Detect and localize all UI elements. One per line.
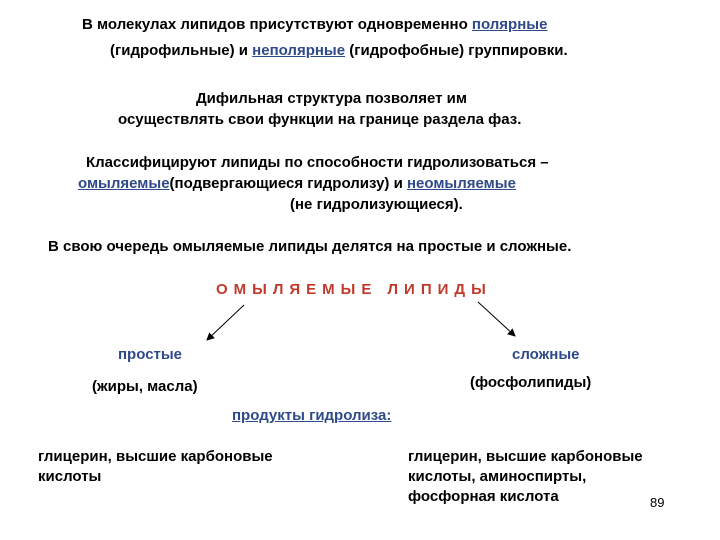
- para1-line2-pre: (гидрофильные) и: [110, 42, 253, 59]
- complex-lipids-examples: (фосфолипиды): [470, 374, 592, 391]
- arrow-right: [478, 302, 515, 336]
- left-products-line1: глицерин, высшие карбоновые: [38, 448, 273, 465]
- right-products-line1: глицерин, высшие карбоновые: [408, 448, 643, 465]
- para3-line3: (не гидролизующиеся).: [290, 196, 463, 213]
- right-products-line3: фосфорная кислота: [408, 488, 559, 505]
- diagram-title: ОМЫЛЯЕМЫЕ ЛИПИДЫ: [216, 281, 492, 298]
- polar-link[interactable]: полярные: [471, 16, 548, 33]
- para3-middle: (подвергающиеся гидролизу) и: [169, 175, 407, 192]
- para2-line1: Дифильная структура позволяет им: [196, 90, 467, 107]
- page-number: 89: [650, 495, 665, 510]
- left-products-line2: кислоты: [38, 468, 102, 485]
- hydrolysis-products-label[interactable]: продукты гидролиза:: [232, 407, 392, 424]
- para4-line1: В свою очередь омыляемые липиды делятся на простые и сложные.: [48, 238, 572, 255]
- simple-lipids-examples: (жиры, масла): [92, 378, 198, 395]
- arrow-left: [207, 305, 244, 340]
- nonpolar-link[interactable]: неполярные: [252, 42, 346, 59]
- para1-line1-text: В молекулах липидов присутствуют одновременно: [82, 16, 472, 33]
- para3-line1: Классифицируют липиды по способности гидролизоваться –: [86, 154, 549, 171]
- saponifiable-link[interactable]: омыляемые: [78, 175, 170, 192]
- nonsaponifiable-link[interactable]: неомыляемые: [406, 175, 516, 192]
- para1-line2-post: (гидрофобные) группировки.: [345, 42, 568, 59]
- simple-lipids-label: простые: [118, 346, 183, 363]
- para2-line2: осуществлять свои функции на границе раздела фаз.: [118, 111, 522, 128]
- right-products-line2: кислоты, аминоспирты,: [408, 468, 587, 485]
- complex-lipids-label: сложные: [512, 346, 580, 363]
